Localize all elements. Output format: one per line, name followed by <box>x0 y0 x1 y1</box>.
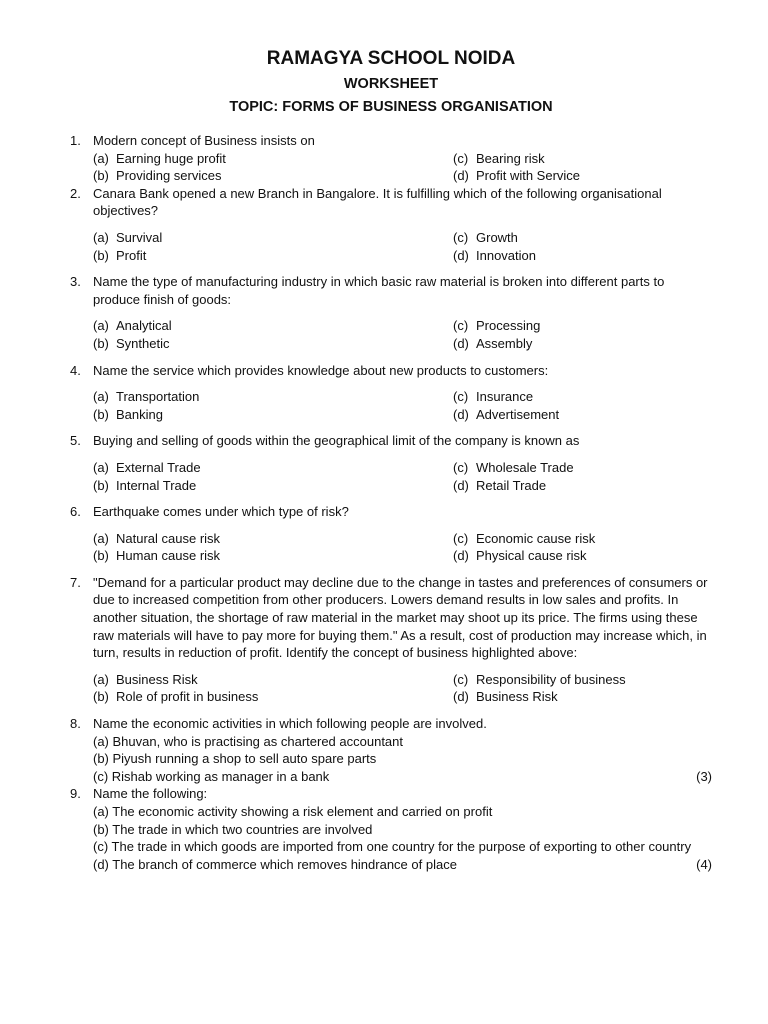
options-grid <box>93 317 712 352</box>
options-grid <box>93 388 712 423</box>
sub-question <box>93 768 712 786</box>
question-3 <box>70 273 712 352</box>
option-item <box>453 335 712 353</box>
question-text: Name the economic activities in which following people are involved. <box>93 716 487 732</box>
option-text: Analytical <box>116 318 172 334</box>
option-item <box>93 477 453 495</box>
option-text: Innovation <box>476 247 536 263</box>
option-label: (d) <box>453 335 469 351</box>
option-label: (c) <box>453 459 469 475</box>
question-2 <box>70 185 712 264</box>
option-item <box>453 229 712 247</box>
sub-question-text: (c) Rishab working as manager in a bank <box>93 768 330 784</box>
question-1 <box>70 132 712 185</box>
option-label: (d) <box>453 247 469 263</box>
question-number: 2. <box>70 185 81 201</box>
option-label: (b) <box>93 247 109 263</box>
option-text: Processing <box>476 318 541 334</box>
option-item <box>93 167 453 185</box>
option-label: (d) <box>453 168 469 184</box>
option-label: (a) <box>93 530 109 546</box>
option-text: Natural cause risk <box>116 530 221 546</box>
option-text: Synthetic <box>116 335 170 351</box>
question-number: 8. <box>70 716 81 732</box>
option-item <box>453 459 712 477</box>
option-item <box>453 317 712 335</box>
sub-question <box>93 750 712 768</box>
option-label: (d) <box>453 548 469 564</box>
question-text: Modern concept of Business insists on <box>93 133 315 148</box>
question-number: 3. <box>70 274 81 290</box>
option-item <box>93 247 453 265</box>
options-grid <box>93 229 712 264</box>
option-text: Earning huge profit <box>116 150 226 166</box>
question-text: Buying and selling of goods within the geographical limit of the company is known as <box>93 433 580 449</box>
option-label: (b) <box>93 689 109 705</box>
option-item <box>453 530 712 548</box>
option-text: Insurance <box>476 389 534 405</box>
option-label: (c) <box>453 150 469 166</box>
options-grid <box>93 459 712 494</box>
option-label: (b) <box>93 477 109 493</box>
sub-question-text: (a) The economic activity showing a risk element and carried on profit <box>93 804 493 819</box>
option-label: (d) <box>453 406 469 422</box>
option-label: (a) <box>93 671 109 687</box>
option-text: Banking <box>116 406 163 422</box>
sub-question <box>93 838 712 856</box>
option-item <box>453 477 712 495</box>
question-number: 5. <box>70 433 81 449</box>
question-6 <box>70 503 712 565</box>
sub-question <box>93 856 712 874</box>
option-label: (c) <box>453 318 469 334</box>
option-label: (c) <box>453 671 469 687</box>
sub-question-text: (a) Bhuvan, who is practising as chartered accountant <box>93 733 404 749</box>
question-number: 4. <box>70 362 81 378</box>
option-text: Survival <box>116 229 163 245</box>
option-item <box>93 335 453 353</box>
question-number: 1. <box>70 133 81 148</box>
marks-label: (3) <box>696 768 712 784</box>
question-5 <box>70 432 712 494</box>
sub-question-text: (b) Piyush running a shop to sell auto spare parts <box>93 751 377 767</box>
topic-heading: TOPIC: FORMS OF BUSINESS ORGANISATION <box>229 99 553 115</box>
option-text: Physical cause risk <box>476 548 587 564</box>
sub-question-text: (d) The branch of commerce which removes hindrance of place <box>93 856 457 872</box>
option-item <box>93 150 453 168</box>
option-text: Business Risk <box>116 671 198 687</box>
sub-question <box>93 733 712 751</box>
option-text: Human cause risk <box>116 548 221 564</box>
option-item <box>93 530 453 548</box>
option-item <box>453 388 712 406</box>
option-label: (a) <box>93 389 109 405</box>
option-item <box>453 150 712 168</box>
option-text: Growth <box>476 229 518 245</box>
sub-question-text: (b) The trade in which two countries are involved <box>93 821 373 837</box>
question-text: Name the type of manufacturing industry in which basic raw material is broken into different parts to produce finish of goods: <box>93 274 665 307</box>
option-text: External Trade <box>116 459 201 475</box>
option-label: (a) <box>93 150 109 166</box>
question-7 <box>70 574 712 706</box>
worksheet-label: WORKSHEET <box>343 76 439 92</box>
question-text: Name the following: <box>93 786 208 802</box>
question-number: 9. <box>70 786 81 802</box>
option-item <box>93 317 453 335</box>
option-text: Role of profit in business <box>116 689 259 705</box>
sub-question <box>93 803 712 821</box>
option-item <box>453 406 712 424</box>
sub-question-text: (c) The trade in which goods are imported from one country for the purpose of exporting to other country <box>93 839 692 855</box>
option-text: Internal Trade <box>116 477 197 493</box>
question-text: Earthquake comes under which type of risk? <box>93 504 349 520</box>
option-label: (a) <box>93 318 109 334</box>
option-item <box>453 247 712 265</box>
option-item <box>93 671 453 689</box>
question-4 <box>70 362 712 424</box>
option-label: (b) <box>93 168 109 184</box>
question-9 <box>70 785 712 873</box>
option-item <box>453 167 712 185</box>
option-text: Bearing risk <box>476 150 545 166</box>
option-item <box>453 547 712 565</box>
option-label: (c) <box>453 530 469 546</box>
school-title: RAMAGYA SCHOOL NOIDA <box>266 48 516 69</box>
question-number: 6. <box>70 504 81 520</box>
option-item <box>453 671 712 689</box>
option-item <box>93 688 453 706</box>
option-item <box>93 459 453 477</box>
option-text: Economic cause risk <box>476 530 596 546</box>
option-item <box>453 688 712 706</box>
option-text: Assembly <box>476 335 533 351</box>
option-label: (c) <box>453 389 469 405</box>
question-text: Name the service which provides knowledge about new products to customers: <box>93 362 549 378</box>
option-text: Business Risk <box>476 689 558 705</box>
option-text: Profit <box>116 247 147 263</box>
options-grid <box>93 530 712 565</box>
option-label: (a) <box>93 229 109 245</box>
option-label: (b) <box>93 406 109 422</box>
question-list <box>70 132 712 873</box>
option-text: Advertisement <box>476 406 560 422</box>
option-item <box>93 229 453 247</box>
marks-label: (4) <box>696 856 712 872</box>
question-number: 7. <box>70 574 81 590</box>
option-text: Retail Trade <box>476 477 547 493</box>
question-8 <box>70 715 712 785</box>
option-item <box>93 406 453 424</box>
option-label: (a) <box>93 459 109 475</box>
option-text: Wholesale Trade <box>476 459 574 475</box>
option-label: (b) <box>93 335 109 351</box>
option-text: Responsibility of business <box>476 671 626 687</box>
option-label: (d) <box>453 689 469 705</box>
option-text: Providing services <box>116 168 222 184</box>
sub-question <box>93 821 712 839</box>
question-text: "Demand for a particular product may decline due to the change in tastes and preferences of consumers or due to increased competition from other producers. Lowers demand results in low sales and profits. In another situation, the shortage of raw material in the market may shoot up its price. The firms using these raw materials will have to pay more for buying them." As a result, cost of production may increase which, in turn, results in reduction of profit. Identify the concept of business highlighted above: <box>93 574 708 661</box>
option-item <box>93 547 453 565</box>
option-item <box>93 388 453 406</box>
option-text: Profit with Service <box>476 168 581 184</box>
option-text: Transportation <box>116 389 200 405</box>
options-grid <box>93 671 712 706</box>
option-label: (c) <box>453 229 469 245</box>
option-label: (b) <box>93 548 109 564</box>
options-grid <box>93 150 712 185</box>
option-label: (d) <box>453 477 469 493</box>
question-text: Canara Bank opened a new Branch in Bangalore. It is fulfilling which of the following organisational objectives? <box>93 185 662 219</box>
